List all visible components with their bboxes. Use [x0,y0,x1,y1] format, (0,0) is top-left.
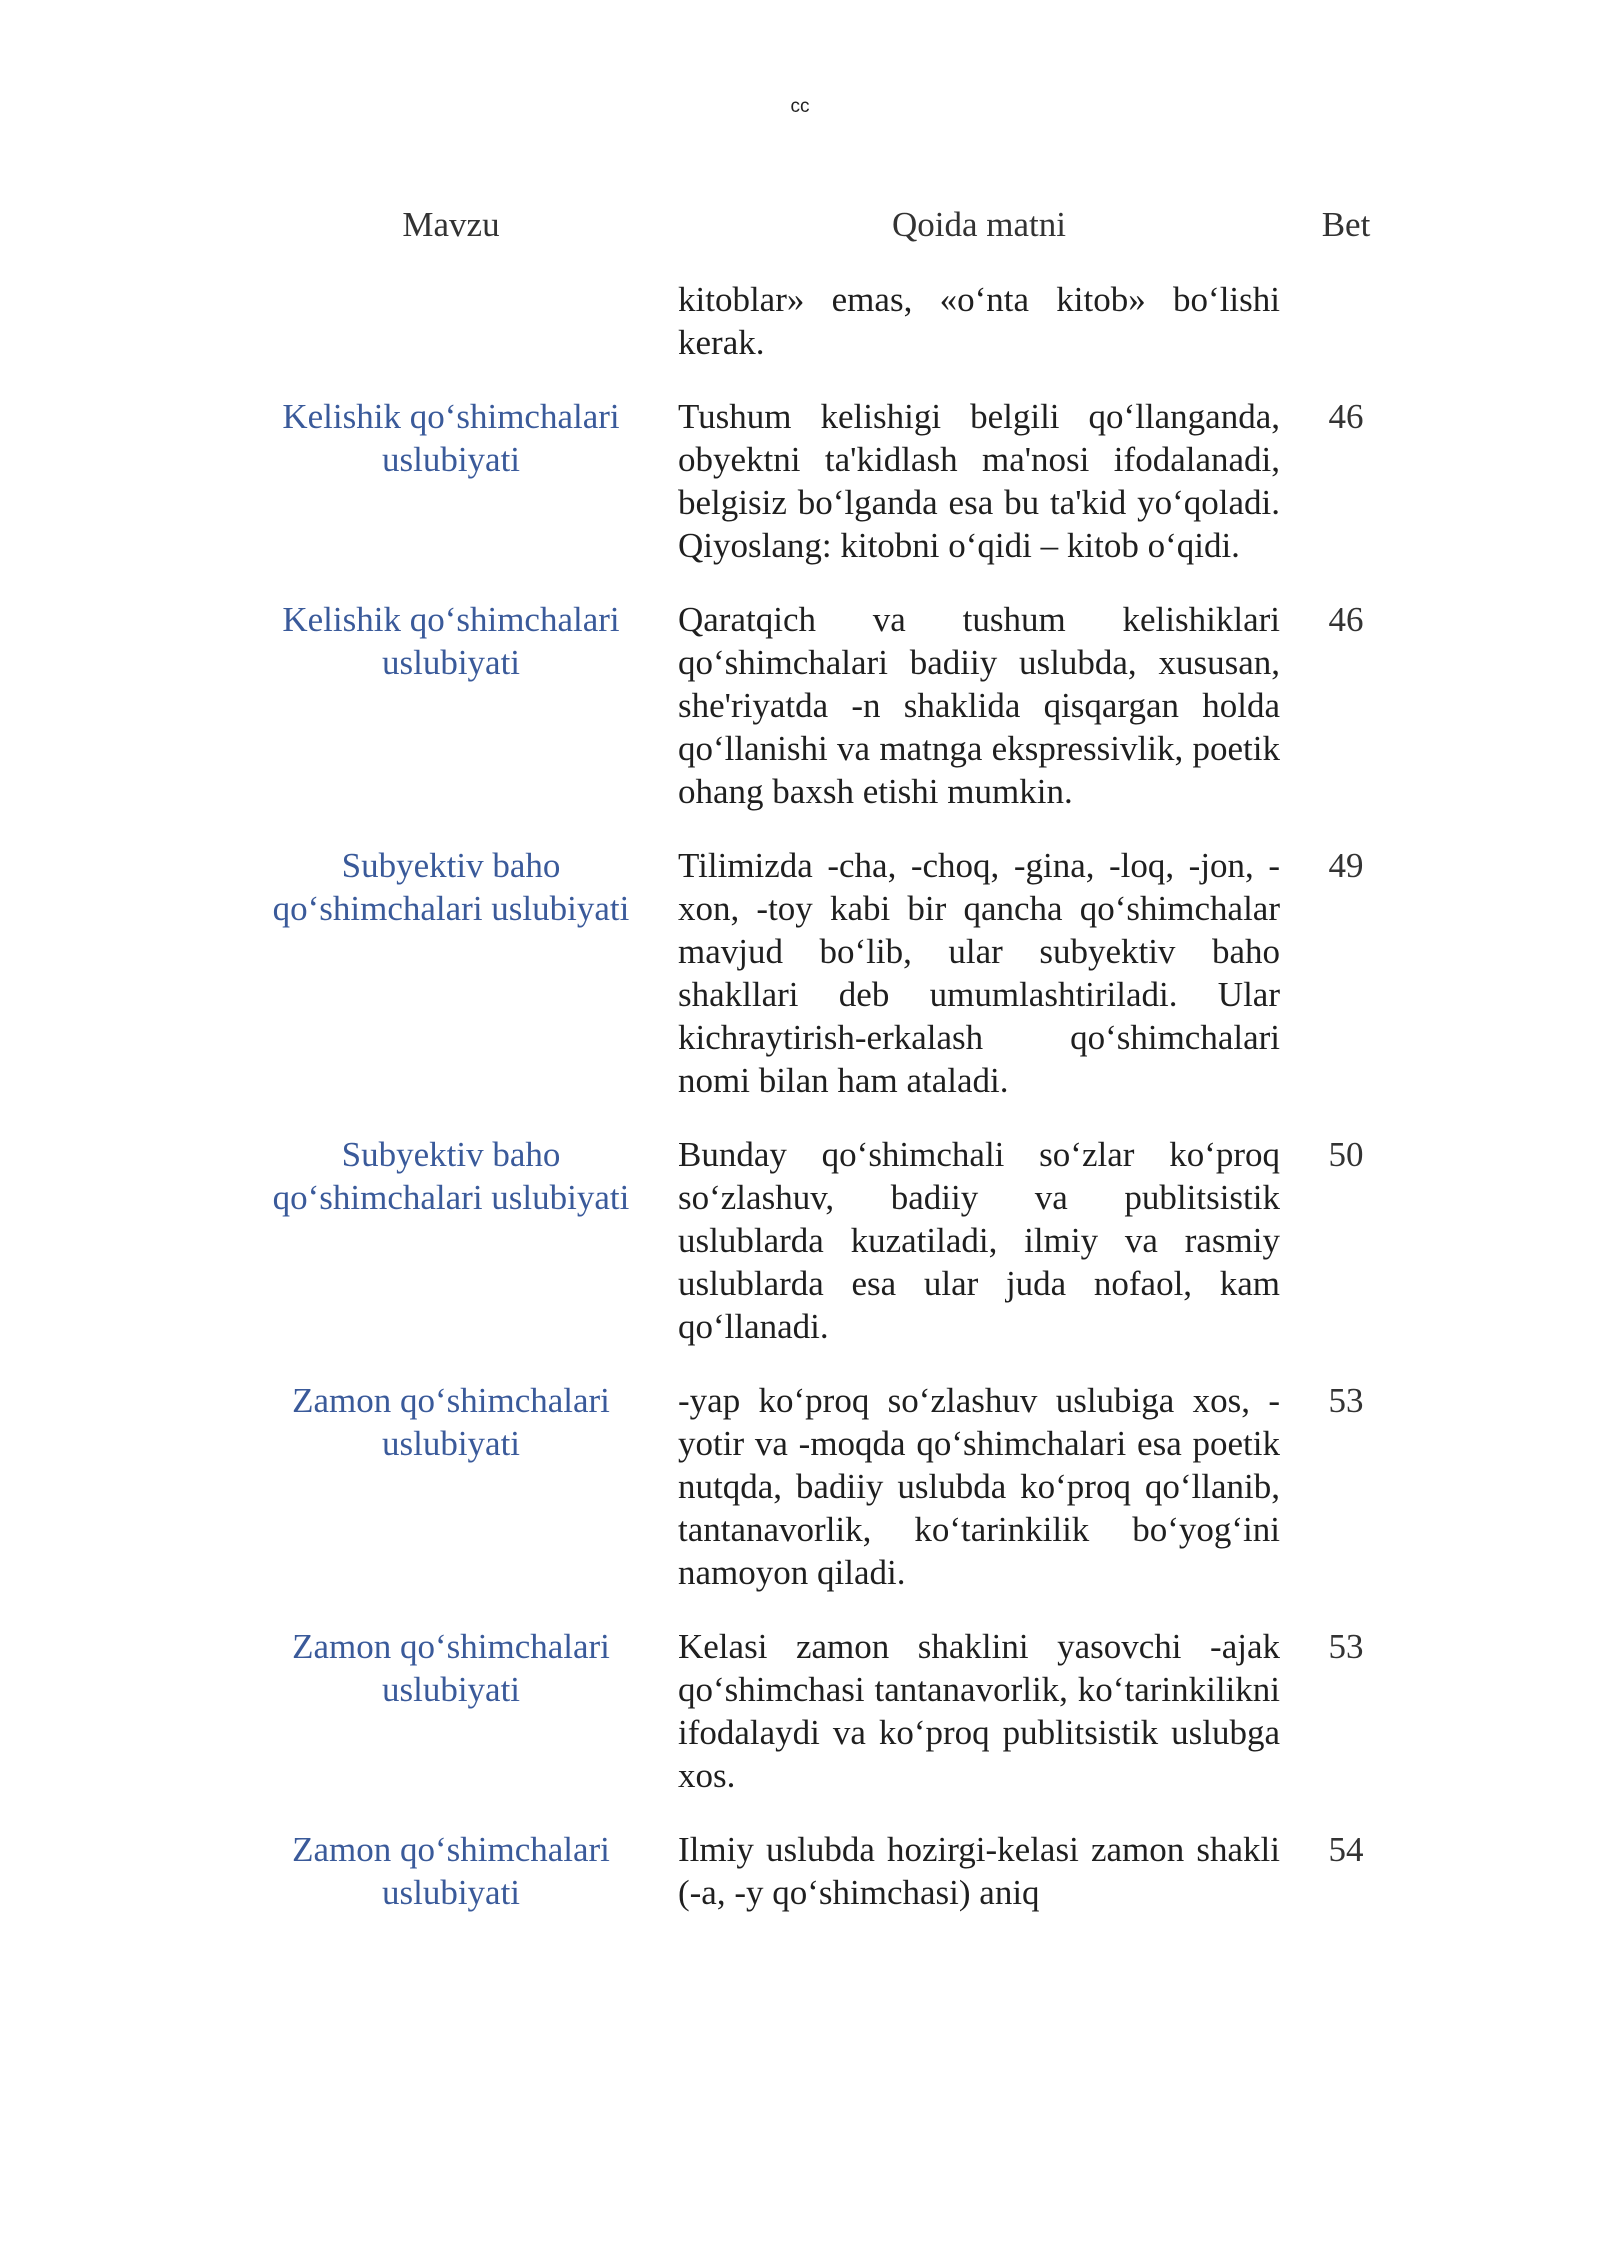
topic-link[interactable]: Kelishik qo‘shimchalari uslubiyati [282,397,620,479]
column-header-page: Bet [1321,205,1371,244]
page-number: 53 [1328,1627,1364,1666]
table-row [0,278,1600,364]
rule-text: kitoblar» emas, «o‘nta kitob» bo‘lishi kerak. [678,280,1280,362]
rule-text: -yap ko‘proq so‘zlashuv uslubiga xos, -yotir va -moqda qo‘shimchalari esa poetik nutqda, badiiy uslubda ko‘proq qo‘llanib, tantanavorlik, ko‘tarinkilik bo‘yog‘ini namoyon qiladi. [678,1381,1280,1592]
table-row [0,598,1600,813]
page-number: 46 [1328,600,1364,639]
topic-link[interactable]: Zamon qo‘shimchalari uslubiyati [292,1381,610,1463]
topic-link[interactable]: Zamon qo‘shimchalari uslubiyati [292,1627,610,1709]
table-row [0,1625,1600,1797]
topic-link[interactable]: Zamon qo‘shimchalari uslubiyati [292,1830,610,1912]
table-body [0,278,1600,1945]
topic-link[interactable]: Subyektiv baho qo‘shimchalari uslubiyati [272,846,630,928]
topic-link[interactable]: Kelishik qo‘shimchalari uslubiyati [282,600,620,682]
rule-text: Bunday qo‘shimchali so‘zlar ko‘proq so‘zlashuv, badiiy va publitsistik uslublarda kuzatiladi, ilmiy va rasmiy uslublarda esa ular juda nofaol, kam qo‘llanadi. [678,1135,1280,1346]
table-header [0,205,1600,249]
table-row [0,844,1600,1102]
page-number: 46 [1328,397,1364,436]
topic-link[interactable] [258,278,644,364]
page-number [1296,278,1396,364]
rule-text: Tushum kelishigi belgili qo‘llanganda, obyektni ta'kidlash ma'nosi ifodalanadi, belgisiz bo‘lganda esa bu ta'kid yo‘qoladi. Qiyoslang: kitobni o‘qidi – kitob o‘qidi. [678,397,1280,565]
rule-text: Ilmiy uslubda hozirgi-kelasi zamon shakli (-a, -y qo‘shimchasi) aniq [678,1830,1280,1912]
rule-text: Qaratqich va tushum kelishiklari qo‘shimchalari badiiy uslubda, xususan, she'riyatda -n shaklida qisqargan holda qo‘llanishi va matnga ekspressivlik, poetik ohang baxsh etishi mumkin. [678,600,1280,811]
table-row [0,1828,1600,1914]
table-row [0,395,1600,567]
rule-text: Tilimizda -cha, -choq, -gina, -loq, -jon, -xon, -toy kabi bir qancha qo‘shimchalar mavjud bo‘lib, ular subyektiv baho shakllari deb umumlashtiriladi. Ular kichraytirish-erkalash qo‘shimchalari nomi bilan ham ataladi. [678,846,1280,1100]
page-number: 53 [1328,1381,1364,1420]
table-row [0,1133,1600,1348]
column-header-topic: Mavzu [402,205,500,244]
topic-link[interactable]: Subyektiv baho qo‘shimchalari uslubiyati [272,1135,630,1217]
column-header-rule: Qoida matni [892,205,1066,244]
page-number: 49 [1328,846,1364,885]
rule-text: Kelasi zamon shaklini yasovchi -ajak qo‘shimchasi tantanavorlik, ko‘tarinkilikni ifodalaydi va ko‘proq publitsistik uslubga xos. [678,1627,1280,1795]
table-row [0,1379,1600,1594]
page-number: 50 [1328,1135,1364,1174]
page-number: 54 [1328,1830,1364,1869]
page-header: cc [790,96,810,117]
